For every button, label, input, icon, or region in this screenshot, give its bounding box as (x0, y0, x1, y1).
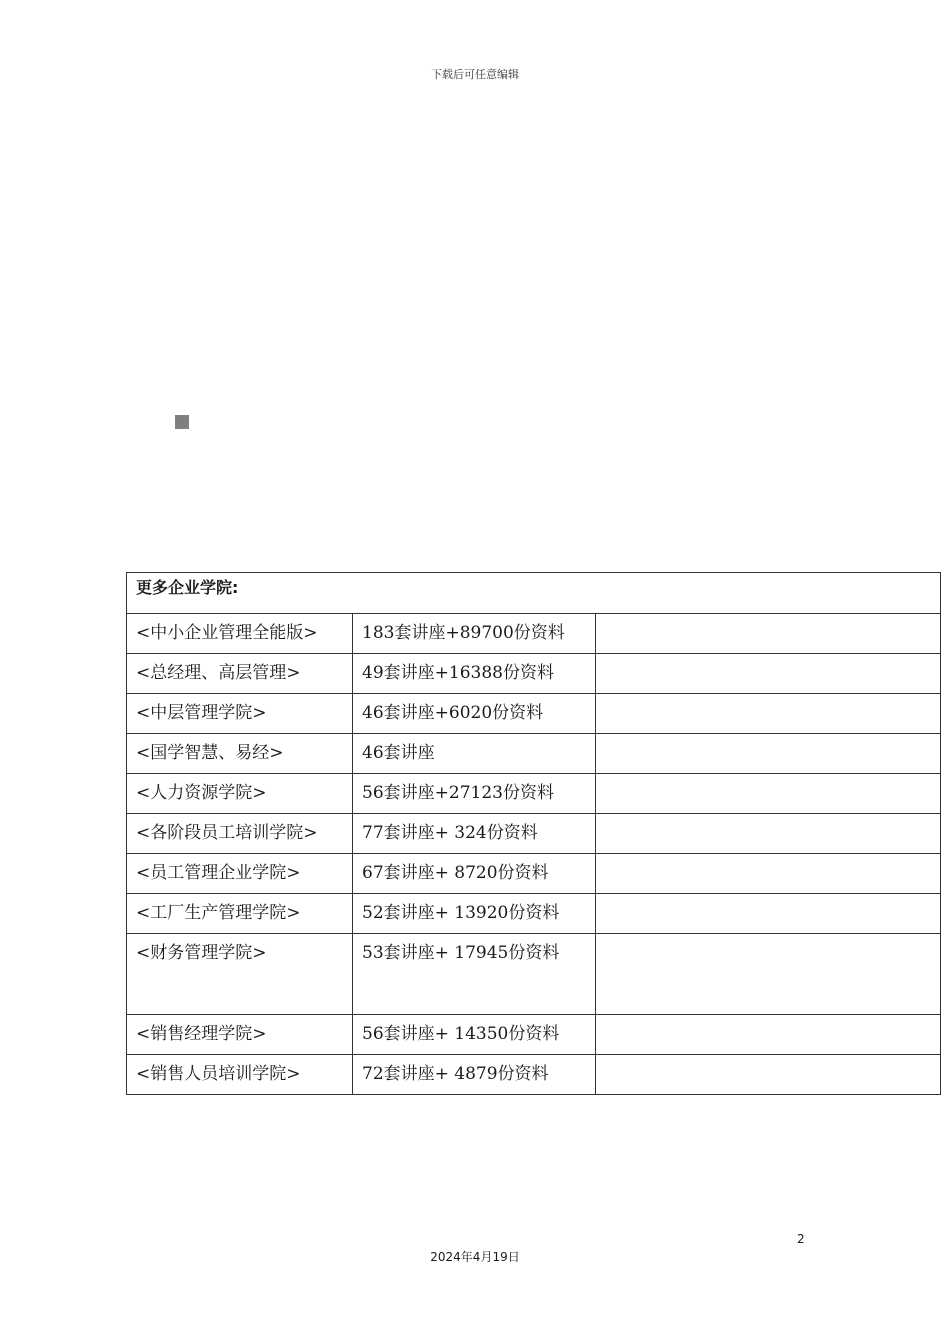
academy-content: 183套讲座+89700份资料 (353, 614, 596, 654)
academy-content: 56套讲座+ 14350份资料 (353, 1015, 596, 1055)
academy-name: <中层管理学院> (127, 694, 353, 734)
academy-extra (596, 934, 941, 1015)
academy-content: 46套讲座 (353, 734, 596, 774)
academy-content: 49套讲座+16388份资料 (353, 654, 596, 694)
academy-name: <中小企业管理全能版> (127, 614, 353, 654)
academy-content: 52套讲座+ 13920份资料 (353, 894, 596, 934)
academy-name: <销售经理学院> (127, 1015, 353, 1055)
academy-extra (596, 1055, 941, 1095)
table-row (127, 654, 941, 694)
academy-name: <财务管理学院> (127, 934, 353, 1015)
table-row (127, 734, 941, 774)
academy-extra (596, 694, 941, 734)
table-row (127, 854, 941, 894)
academy-name: <总经理、高层管理> (127, 654, 353, 694)
table-row (127, 1015, 941, 1055)
table-heading-row (127, 573, 941, 614)
table-row (127, 894, 941, 934)
academy-content: 46套讲座+6020份资料 (353, 694, 596, 734)
table-row (127, 694, 941, 734)
table-heading: 更多企业学院: (127, 573, 941, 614)
academy-content: 56套讲座+27123份资料 (353, 774, 596, 814)
page-number: 2 (797, 1232, 805, 1246)
academy-name: <工厂生产管理学院> (127, 894, 353, 934)
academy-content: 53套讲座+ 17945份资料 (353, 934, 596, 1015)
academy-name: <销售人员培训学院> (127, 1055, 353, 1095)
academy-extra (596, 1015, 941, 1055)
academy-extra (596, 894, 941, 934)
academy-extra (596, 614, 941, 654)
table-row (127, 934, 941, 1015)
table-row (127, 1055, 941, 1095)
academy-content: 72套讲座+ 4879份资料 (353, 1055, 596, 1095)
academy-name: <人力资源学院> (127, 774, 353, 814)
academy-name: <各阶段员工培训学院> (127, 814, 353, 854)
academy-content: 77套讲座+ 324份资料 (353, 814, 596, 854)
academy-extra (596, 814, 941, 854)
academy-name: <国学智慧、易经> (127, 734, 353, 774)
table-row (127, 814, 941, 854)
academy-content: 67套讲座+ 8720份资料 (353, 854, 596, 894)
academy-name: <员工管理企业学院> (127, 854, 353, 894)
academy-extra (596, 774, 941, 814)
bullet-square-icon (175, 415, 189, 429)
table-row (127, 774, 941, 814)
academy-extra (596, 734, 941, 774)
footer-date: 2024年4月19日 (430, 1250, 520, 1264)
header-note: 下载后可任意编辑 (431, 68, 519, 81)
academy-extra (596, 654, 941, 694)
academy-table (126, 572, 941, 1095)
academy-extra (596, 854, 941, 894)
table-row (127, 614, 941, 654)
